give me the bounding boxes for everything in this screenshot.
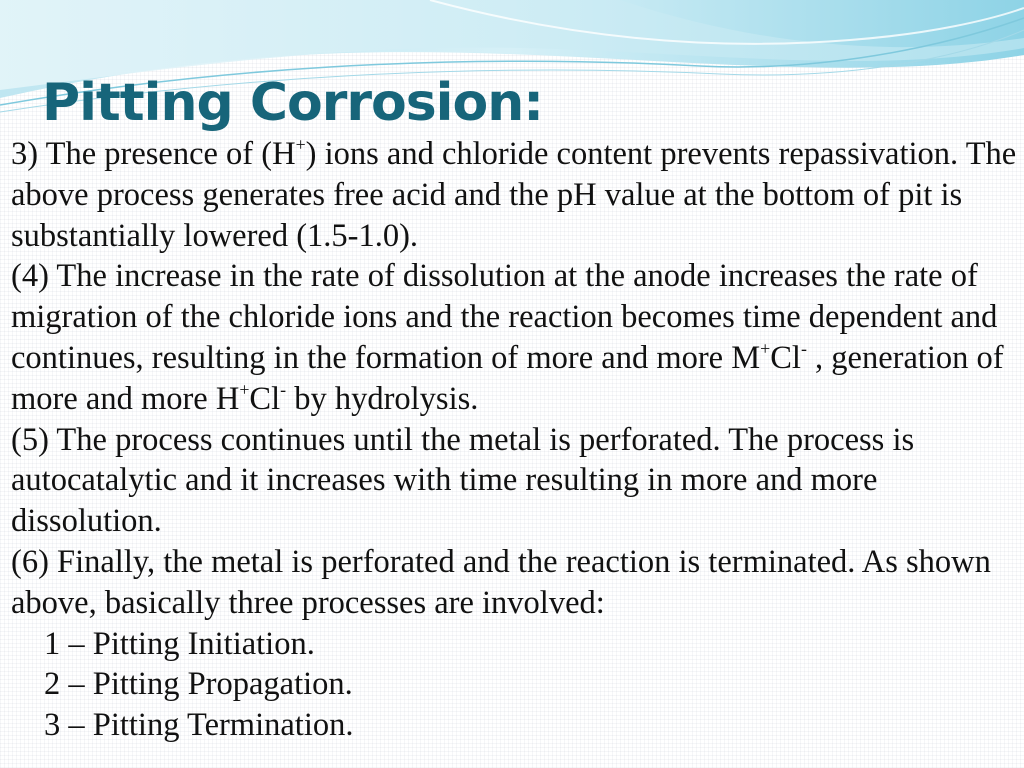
process-item-termination: 3 – Pitting Termination. xyxy=(44,707,354,744)
paragraph-4-text-c: , generation of more and more H xyxy=(11,339,1004,417)
paragraph-4-text-e: by hydrolysis. xyxy=(286,380,479,417)
paragraph-4-text-b: Cl xyxy=(770,339,801,376)
process-item-initiation: 1 – Pitting Initiation. xyxy=(44,625,315,662)
chloride-charge-2: - xyxy=(280,379,287,400)
slide-body xyxy=(11,134,1019,746)
paragraph-5: (5) The process continues until the metal is perforated. The process is autocatalytic and it increases with time resulting in more and more dissolution. xyxy=(11,421,915,540)
paragraph-4-text-d: Cl xyxy=(249,380,281,417)
metal-ion-charge: + xyxy=(760,338,771,359)
chloride-charge-1: - xyxy=(800,338,807,359)
paragraph-3-text-a: 3) The presence of (H xyxy=(11,136,296,172)
slide-title: Pitting Corrosion: xyxy=(42,73,544,133)
paragraph-3 xyxy=(11,134,1019,256)
paragraph-6: (6) Finally, the metal is perforated and the reaction is terminated. As shown above, basically three processes are involved: xyxy=(11,543,991,621)
paragraph-4 xyxy=(11,256,1019,419)
hydrogen-ion-charge-2: + xyxy=(239,379,250,400)
hydrogen-ion-charge: + xyxy=(295,134,306,155)
paragraph-3-text-b: ) ions and chloride content prevents repassivation. The above process generates free acid and the pH value at the bottom of pit is substantially lowered (1.5-1.0). xyxy=(11,136,1017,254)
paragraph-4-text-a: (4) The increase in the rate of dissolution at the anode increases the rate of migration of the chloride ions and the reaction becomes time dependent and continues, resulting in the formation of more and more M xyxy=(11,258,998,376)
process-item-propagation: 2 – Pitting Propagation. xyxy=(44,666,353,703)
